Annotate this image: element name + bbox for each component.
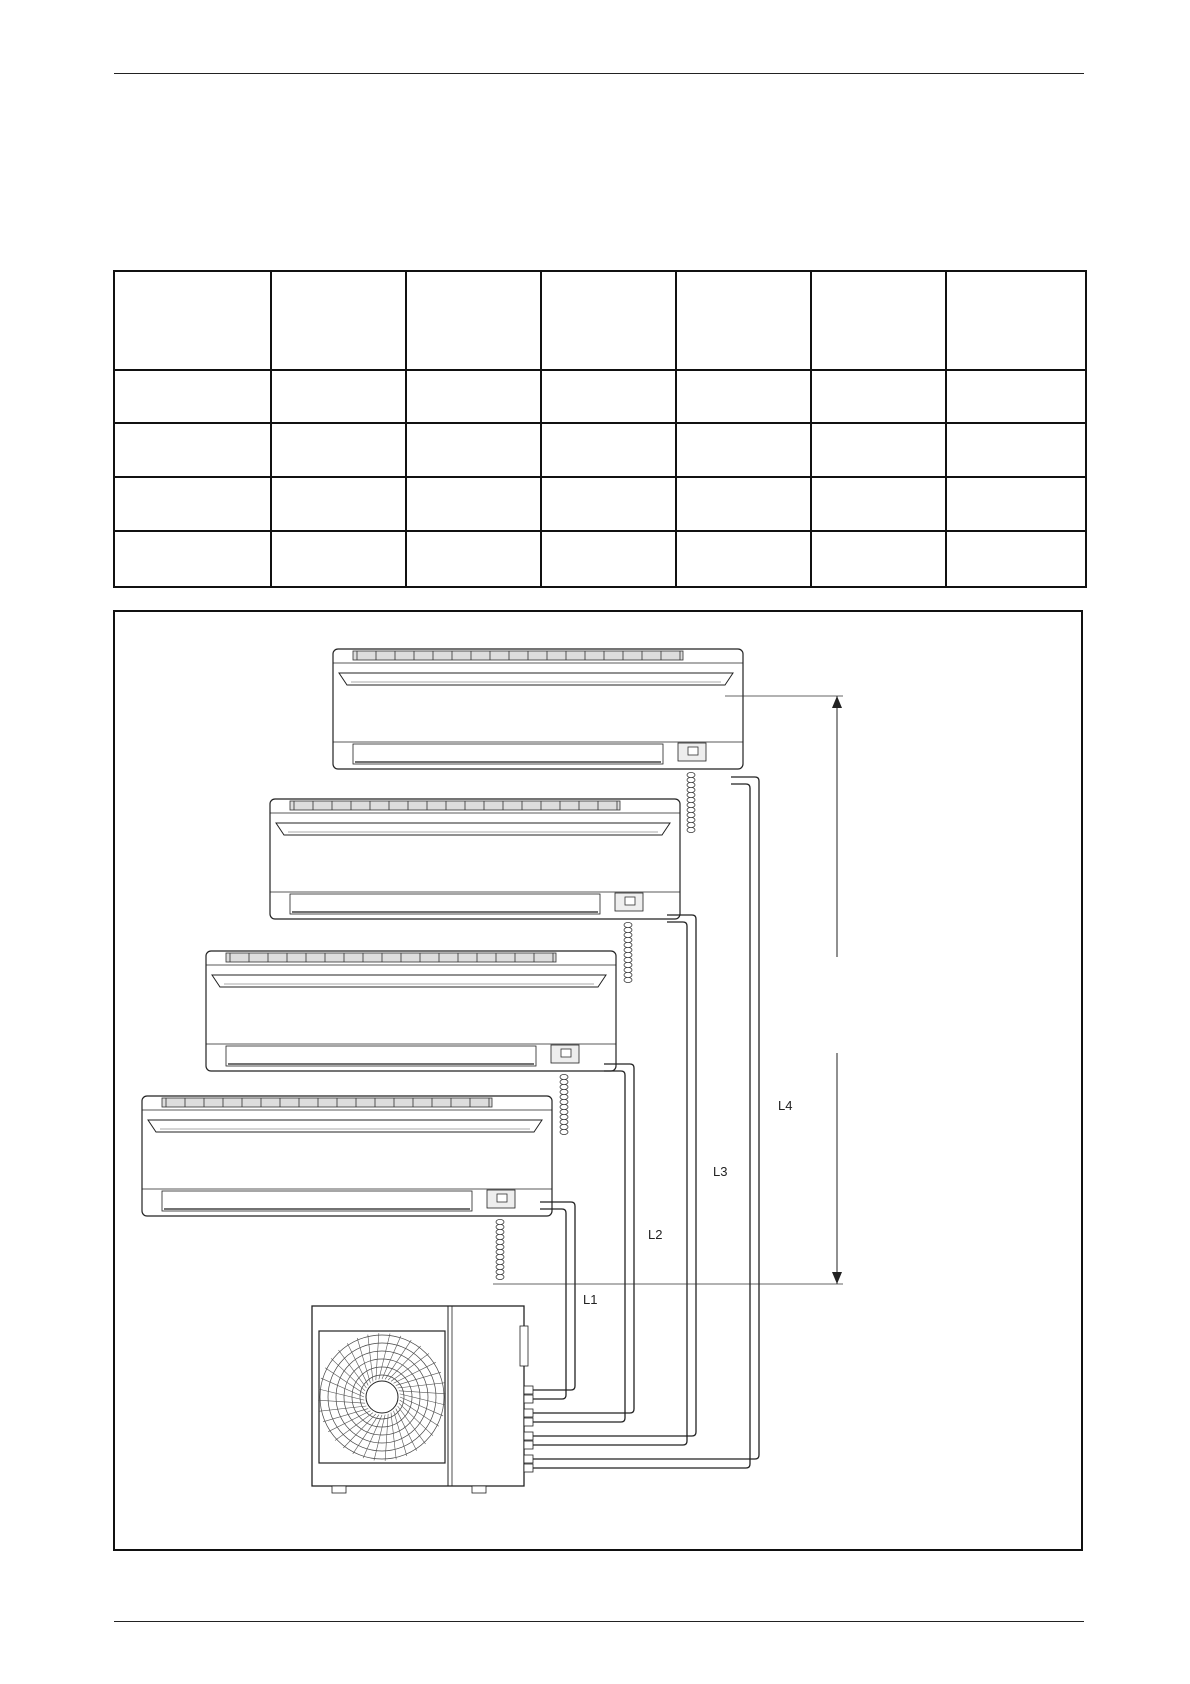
handle <box>520 1326 528 1366</box>
hose-ring <box>624 922 632 927</box>
hose-ring <box>624 942 632 947</box>
table-cell <box>541 477 676 532</box>
hose-ring <box>496 1259 504 1264</box>
refrigerant-pipe <box>533 1202 575 1390</box>
hose-ring <box>687 807 695 812</box>
table-cell <box>271 423 406 477</box>
service-valve <box>524 1432 533 1440</box>
hose-ring <box>624 927 632 932</box>
table-cell <box>811 531 946 587</box>
hose-ring <box>624 947 632 952</box>
hose-ring <box>687 822 695 827</box>
pipe-length-table <box>113 270 1087 588</box>
hose-ring <box>687 827 695 832</box>
hose-ring <box>624 932 632 937</box>
hose-ring <box>560 1109 568 1114</box>
hose-ring <box>496 1254 504 1259</box>
hose-ring <box>624 967 632 972</box>
pipe-label-l4: L4 <box>778 1098 793 1113</box>
table-cell <box>271 271 406 370</box>
drain-hose <box>624 922 632 982</box>
table-cell <box>114 423 271 477</box>
hose-ring <box>687 797 695 802</box>
hose-ring <box>687 772 695 777</box>
hose-ring <box>496 1264 504 1269</box>
table-row <box>114 370 1086 423</box>
table-cell <box>541 271 676 370</box>
table-cell <box>541 531 676 587</box>
hose-ring <box>496 1274 504 1279</box>
service-valve <box>524 1464 533 1472</box>
table-cell <box>541 423 676 477</box>
footer-rule <box>114 1621 1084 1622</box>
table-row <box>114 477 1086 532</box>
table-cell <box>406 271 541 370</box>
table-cell <box>676 531 811 587</box>
indoor-units-group <box>142 649 743 1280</box>
table-cell <box>271 477 406 532</box>
hose-ring <box>560 1084 568 1089</box>
arrowhead <box>832 1272 842 1284</box>
hose-ring <box>496 1239 504 1244</box>
pipe-label-l1: L1 <box>583 1292 598 1307</box>
service-valve <box>524 1441 533 1449</box>
hose-ring <box>624 962 632 967</box>
table-row <box>114 531 1086 587</box>
outdoor-unit <box>312 1306 528 1493</box>
hose-ring <box>496 1269 504 1274</box>
table-cell <box>946 531 1086 587</box>
table-cell <box>811 271 946 370</box>
foot <box>472 1486 486 1493</box>
hose-ring <box>687 817 695 822</box>
hose-ring <box>560 1094 568 1099</box>
hose-ring <box>687 802 695 807</box>
hose-ring <box>687 777 695 782</box>
drain-hose <box>687 772 695 832</box>
hose-ring <box>624 957 632 962</box>
table-cell <box>114 531 271 587</box>
table-cell <box>946 271 1086 370</box>
louvre <box>290 894 600 914</box>
fan-hub <box>366 1381 398 1413</box>
table-row <box>114 423 1086 477</box>
table-cell <box>271 370 406 423</box>
hose-ring <box>560 1104 568 1109</box>
hose-ring <box>496 1219 504 1224</box>
table-cell <box>541 370 676 423</box>
table-cell <box>406 370 541 423</box>
service-valve <box>524 1395 533 1403</box>
table-cell <box>114 477 271 532</box>
receiver-window <box>561 1049 571 1057</box>
indoor-unit <box>142 1096 552 1280</box>
hose-ring <box>496 1234 504 1239</box>
table-cell <box>676 370 811 423</box>
louvre <box>162 1191 472 1211</box>
hose-ring <box>687 782 695 787</box>
hose-ring <box>624 937 632 942</box>
hose-ring <box>687 787 695 792</box>
hose-ring <box>560 1074 568 1079</box>
table-cell <box>811 370 946 423</box>
receiver-window <box>625 897 635 905</box>
hose-ring <box>687 792 695 797</box>
hose-ring <box>496 1229 504 1234</box>
service-valve <box>524 1455 533 1463</box>
grille <box>226 953 556 962</box>
louvre <box>353 744 663 764</box>
receiver-window <box>688 747 698 755</box>
grille <box>353 651 683 660</box>
grille <box>290 801 620 810</box>
table-cell <box>811 477 946 532</box>
hose-ring <box>496 1224 504 1229</box>
drain-hose <box>496 1219 504 1279</box>
table-cell <box>406 423 541 477</box>
foot <box>332 1486 346 1493</box>
hose-ring <box>624 972 632 977</box>
table-cell <box>406 477 541 532</box>
table-cell <box>114 370 271 423</box>
table-cell <box>676 423 811 477</box>
arrowhead <box>832 696 842 708</box>
hose-ring <box>560 1089 568 1094</box>
table-cell <box>271 531 406 587</box>
refrigerant-pipe <box>533 1209 566 1399</box>
table-cell <box>676 271 811 370</box>
header-rule <box>114 73 1084 74</box>
table-cell <box>946 370 1086 423</box>
table-cell <box>946 423 1086 477</box>
hose-ring <box>560 1079 568 1084</box>
grille <box>162 1098 492 1107</box>
service-valve <box>524 1418 533 1426</box>
hose-ring <box>560 1119 568 1124</box>
pipe-label-l3: L3 <box>713 1164 728 1179</box>
table-cell <box>406 531 541 587</box>
hose-ring <box>560 1099 568 1104</box>
hose-ring <box>496 1249 504 1254</box>
louvre <box>226 1046 536 1066</box>
service-valve <box>524 1386 533 1394</box>
hose-ring <box>560 1129 568 1134</box>
receiver-window <box>497 1194 507 1202</box>
hose-ring <box>560 1124 568 1129</box>
pipe-label-l2: L2 <box>648 1227 663 1242</box>
hose-ring <box>687 812 695 817</box>
hose-ring <box>496 1244 504 1249</box>
table-cell <box>114 271 271 370</box>
multi-split-diagram <box>115 612 1081 1549</box>
installation-diagram <box>113 610 1083 1551</box>
hose-ring <box>624 952 632 957</box>
hose-ring <box>624 977 632 982</box>
service-valve <box>524 1409 533 1417</box>
drain-hose <box>560 1074 568 1134</box>
table-header-row <box>114 271 1086 370</box>
dimension-gap <box>831 957 843 1053</box>
table-cell <box>676 477 811 532</box>
table-cell <box>946 477 1086 532</box>
table-cell <box>811 423 946 477</box>
hose-ring <box>560 1114 568 1119</box>
